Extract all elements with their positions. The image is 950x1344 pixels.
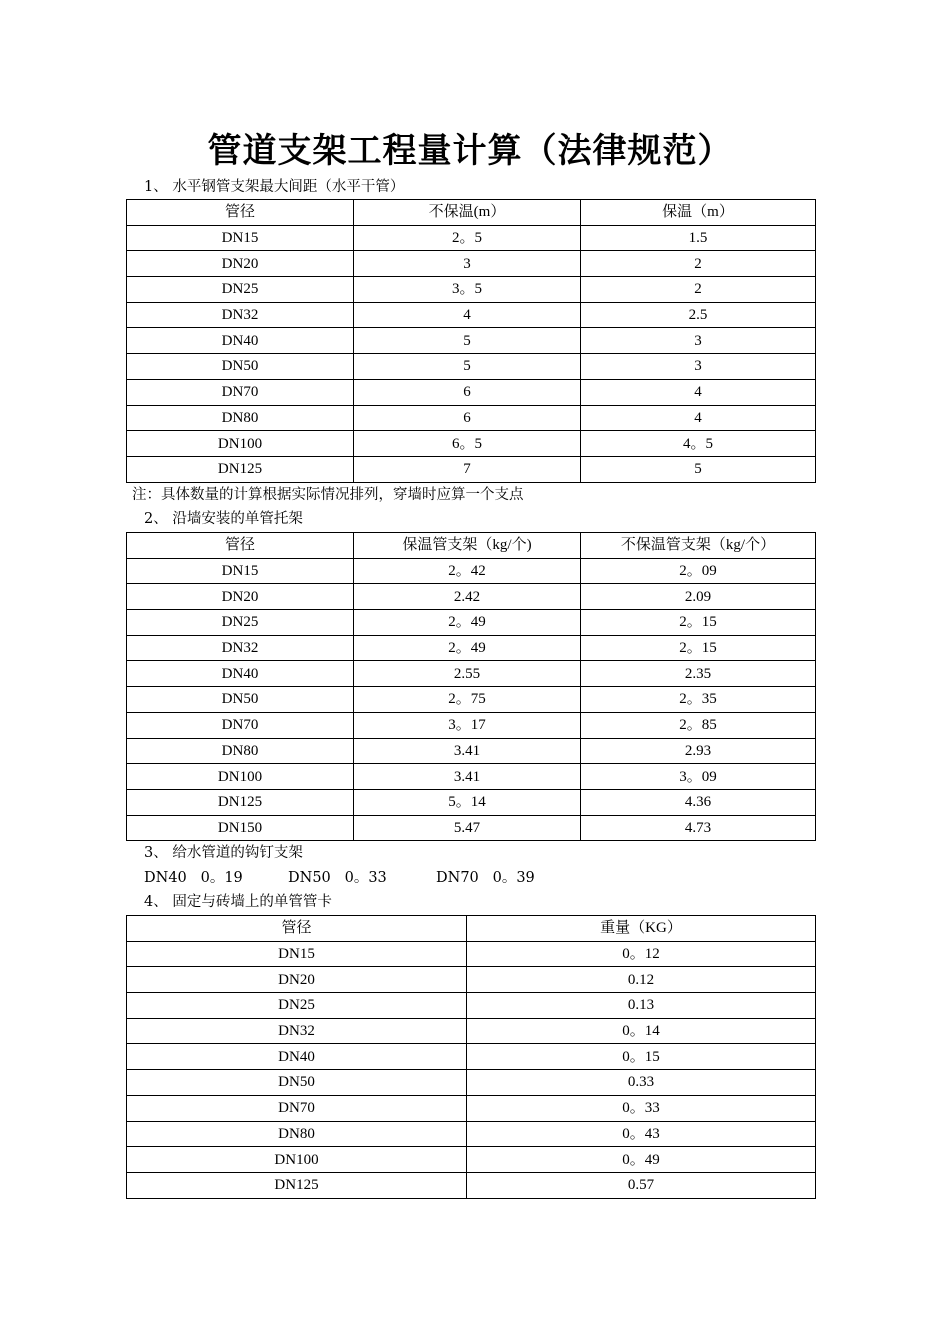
pipe-size-cell: DN125 bbox=[127, 456, 354, 482]
pipe-size-cell: DN15 bbox=[127, 941, 467, 967]
pipe-size-cell: DN20 bbox=[127, 251, 354, 277]
value-cell: 0。33 bbox=[467, 1095, 816, 1121]
table-header-row bbox=[127, 916, 816, 942]
value-cell: 2。49 bbox=[354, 610, 581, 636]
pipe-size-cell: DN50 bbox=[127, 354, 354, 380]
column-header: 保温管支架（kg/个) bbox=[354, 533, 581, 559]
pipe-size-cell: DN70 bbox=[127, 379, 354, 405]
value-cell: 4 bbox=[581, 379, 816, 405]
table-row bbox=[127, 558, 816, 584]
pipe-clamp-table-body bbox=[127, 916, 816, 1199]
section1-heading: 1、 水平钢管支架最大间距（水平干管） bbox=[144, 179, 405, 195]
value-cell: 3。09 bbox=[581, 764, 816, 790]
table-row bbox=[127, 712, 816, 738]
table-row bbox=[127, 687, 816, 713]
section4-heading: 4、 固定与砖墙上的单管管卡 bbox=[144, 894, 332, 910]
value-cell: 2.93 bbox=[581, 738, 816, 764]
value-cell: 2。49 bbox=[354, 635, 581, 661]
value-cell: 2。85 bbox=[581, 712, 816, 738]
pipe-clamp-table bbox=[126, 915, 816, 1199]
pipe-size-cell: DN20 bbox=[127, 584, 354, 610]
value-cell: 4。5 bbox=[581, 431, 816, 457]
table-row bbox=[127, 379, 816, 405]
value-cell: 6 bbox=[354, 379, 581, 405]
table-row bbox=[127, 993, 816, 1019]
value-cell: 4.36 bbox=[581, 789, 816, 815]
value-cell: 0.12 bbox=[467, 967, 816, 993]
value-cell: 3 bbox=[581, 328, 816, 354]
pipe-size-cell: DN40 bbox=[127, 328, 354, 354]
table-row bbox=[127, 328, 816, 354]
value-cell: 5。14 bbox=[354, 789, 581, 815]
pipe-size-cell: DN70 bbox=[127, 1095, 467, 1121]
table-row bbox=[127, 354, 816, 380]
value-cell: 4 bbox=[581, 405, 816, 431]
value-cell: 0.13 bbox=[467, 993, 816, 1019]
table-row bbox=[127, 302, 816, 328]
value-cell: 2 bbox=[581, 277, 816, 303]
pipe-size-cell: DN32 bbox=[127, 1018, 467, 1044]
value-cell: 2 bbox=[581, 251, 816, 277]
pipe-size-cell: DN100 bbox=[127, 764, 354, 790]
value-cell: 2.42 bbox=[354, 584, 581, 610]
table-row bbox=[127, 251, 816, 277]
value-cell: 2.5 bbox=[581, 302, 816, 328]
value-cell: 0。43 bbox=[467, 1121, 816, 1147]
value-cell: 2.09 bbox=[581, 584, 816, 610]
table-row bbox=[127, 635, 816, 661]
value-cell: 0.57 bbox=[467, 1172, 816, 1198]
hook-size-dn50: DN50 bbox=[288, 870, 331, 886]
table-row bbox=[127, 277, 816, 303]
pipe-size-cell: DN40 bbox=[127, 1044, 467, 1070]
table-row bbox=[127, 815, 816, 841]
table-row bbox=[127, 456, 816, 482]
value-cell: 2.35 bbox=[581, 661, 816, 687]
column-header: 管径 bbox=[127, 533, 354, 559]
table-row bbox=[127, 967, 816, 993]
section3-heading: 3、 给水管道的钩钉支架 bbox=[144, 845, 303, 861]
column-header: 不保温管支架（kg/个） bbox=[581, 533, 816, 559]
pipe-size-cell: DN15 bbox=[127, 558, 354, 584]
hook-value-dn40: 0。19 bbox=[200, 870, 243, 886]
value-cell: 3。5 bbox=[354, 277, 581, 303]
value-cell: 2。15 bbox=[581, 635, 816, 661]
value-cell: 4 bbox=[354, 302, 581, 328]
wall-bracket-table bbox=[126, 532, 816, 841]
page-title: 管道支架工程量计算（法律规范） bbox=[207, 131, 733, 171]
table-row bbox=[127, 1121, 816, 1147]
table-row bbox=[127, 738, 816, 764]
table-row bbox=[127, 1172, 816, 1198]
pipe-size-cell: DN32 bbox=[127, 635, 354, 661]
table-row bbox=[127, 1070, 816, 1096]
column-header: 管径 bbox=[127, 200, 354, 226]
column-header: 管径 bbox=[127, 916, 467, 942]
table-row bbox=[127, 1147, 816, 1173]
value-cell: 2。42 bbox=[354, 558, 581, 584]
pipe-size-cell: DN40 bbox=[127, 661, 354, 687]
hook-value-dn70: 0。39 bbox=[492, 870, 535, 886]
value-cell: 7 bbox=[354, 456, 581, 482]
table-row bbox=[127, 225, 816, 251]
hook-size-dn40: DN40 bbox=[144, 870, 187, 886]
pipe-size-cell: DN20 bbox=[127, 967, 467, 993]
pipe-size-cell: DN50 bbox=[127, 1070, 467, 1096]
value-cell: 0.33 bbox=[467, 1070, 816, 1096]
hook-support-values bbox=[144, 868, 535, 888]
value-cell: 2.55 bbox=[354, 661, 581, 687]
table-row bbox=[127, 584, 816, 610]
value-cell: 6 bbox=[354, 405, 581, 431]
pipe-size-cell: DN100 bbox=[127, 431, 354, 457]
pipe-size-cell: DN80 bbox=[127, 1121, 467, 1147]
pipe-size-cell: DN80 bbox=[127, 738, 354, 764]
table-row bbox=[127, 610, 816, 636]
pipe-size-cell: DN25 bbox=[127, 993, 467, 1019]
pipe-size-cell: DN100 bbox=[127, 1147, 467, 1173]
pipe-size-cell: DN80 bbox=[127, 405, 354, 431]
pipe-size-cell: DN125 bbox=[127, 789, 354, 815]
value-cell: 0。12 bbox=[467, 941, 816, 967]
column-header: 重量（KG） bbox=[467, 916, 816, 942]
table-row bbox=[127, 661, 816, 687]
value-cell: 0。49 bbox=[467, 1147, 816, 1173]
support-spacing-table bbox=[126, 199, 816, 483]
pipe-size-cell: DN125 bbox=[127, 1172, 467, 1198]
table-row bbox=[127, 1044, 816, 1070]
table-row bbox=[127, 1095, 816, 1121]
value-cell: 3 bbox=[354, 251, 581, 277]
pipe-size-cell: DN15 bbox=[127, 225, 354, 251]
value-cell: 6。5 bbox=[354, 431, 581, 457]
value-cell: 3。17 bbox=[354, 712, 581, 738]
value-cell: 4.73 bbox=[581, 815, 816, 841]
value-cell: 0。15 bbox=[467, 1044, 816, 1070]
section2-heading: 2、 沿墙安装的单管托架 bbox=[144, 511, 303, 527]
table-row bbox=[127, 941, 816, 967]
value-cell: 3 bbox=[581, 354, 816, 380]
pipe-size-cell: DN150 bbox=[127, 815, 354, 841]
column-header: 保温（m） bbox=[581, 200, 816, 226]
value-cell: 5 bbox=[354, 328, 581, 354]
value-cell: 2。35 bbox=[581, 687, 816, 713]
pipe-size-cell: DN70 bbox=[127, 712, 354, 738]
value-cell: 2。5 bbox=[354, 225, 581, 251]
table-row bbox=[127, 405, 816, 431]
value-cell: 5 bbox=[581, 456, 816, 482]
value-cell: 0。14 bbox=[467, 1018, 816, 1044]
value-cell: 5 bbox=[354, 354, 581, 380]
pipe-size-cell: DN32 bbox=[127, 302, 354, 328]
table-row bbox=[127, 431, 816, 457]
pipe-size-cell: DN50 bbox=[127, 687, 354, 713]
column-header: 不保温(m） bbox=[354, 200, 581, 226]
table-header-row bbox=[127, 533, 816, 559]
wall-bracket-table-body bbox=[127, 533, 816, 841]
hook-value-dn50: 0。33 bbox=[344, 870, 387, 886]
value-cell: 5.47 bbox=[354, 815, 581, 841]
value-cell: 3.41 bbox=[354, 764, 581, 790]
pipe-size-cell: DN25 bbox=[127, 610, 354, 636]
table-row bbox=[127, 789, 816, 815]
value-cell: 2。09 bbox=[581, 558, 816, 584]
value-cell: 3.41 bbox=[354, 738, 581, 764]
support-spacing-table-body bbox=[127, 200, 816, 483]
hook-size-dn70: DN70 bbox=[436, 870, 479, 886]
section1-note: 注：具体数量的计算根据实际情况排列，穿墙时应算一个支点 bbox=[132, 487, 524, 503]
value-cell: 2。75 bbox=[354, 687, 581, 713]
value-cell: 2。15 bbox=[581, 610, 816, 636]
value-cell: 1.5 bbox=[581, 225, 816, 251]
table-header-row bbox=[127, 200, 816, 226]
table-row bbox=[127, 764, 816, 790]
pipe-size-cell: DN25 bbox=[127, 277, 354, 303]
table-row bbox=[127, 1018, 816, 1044]
